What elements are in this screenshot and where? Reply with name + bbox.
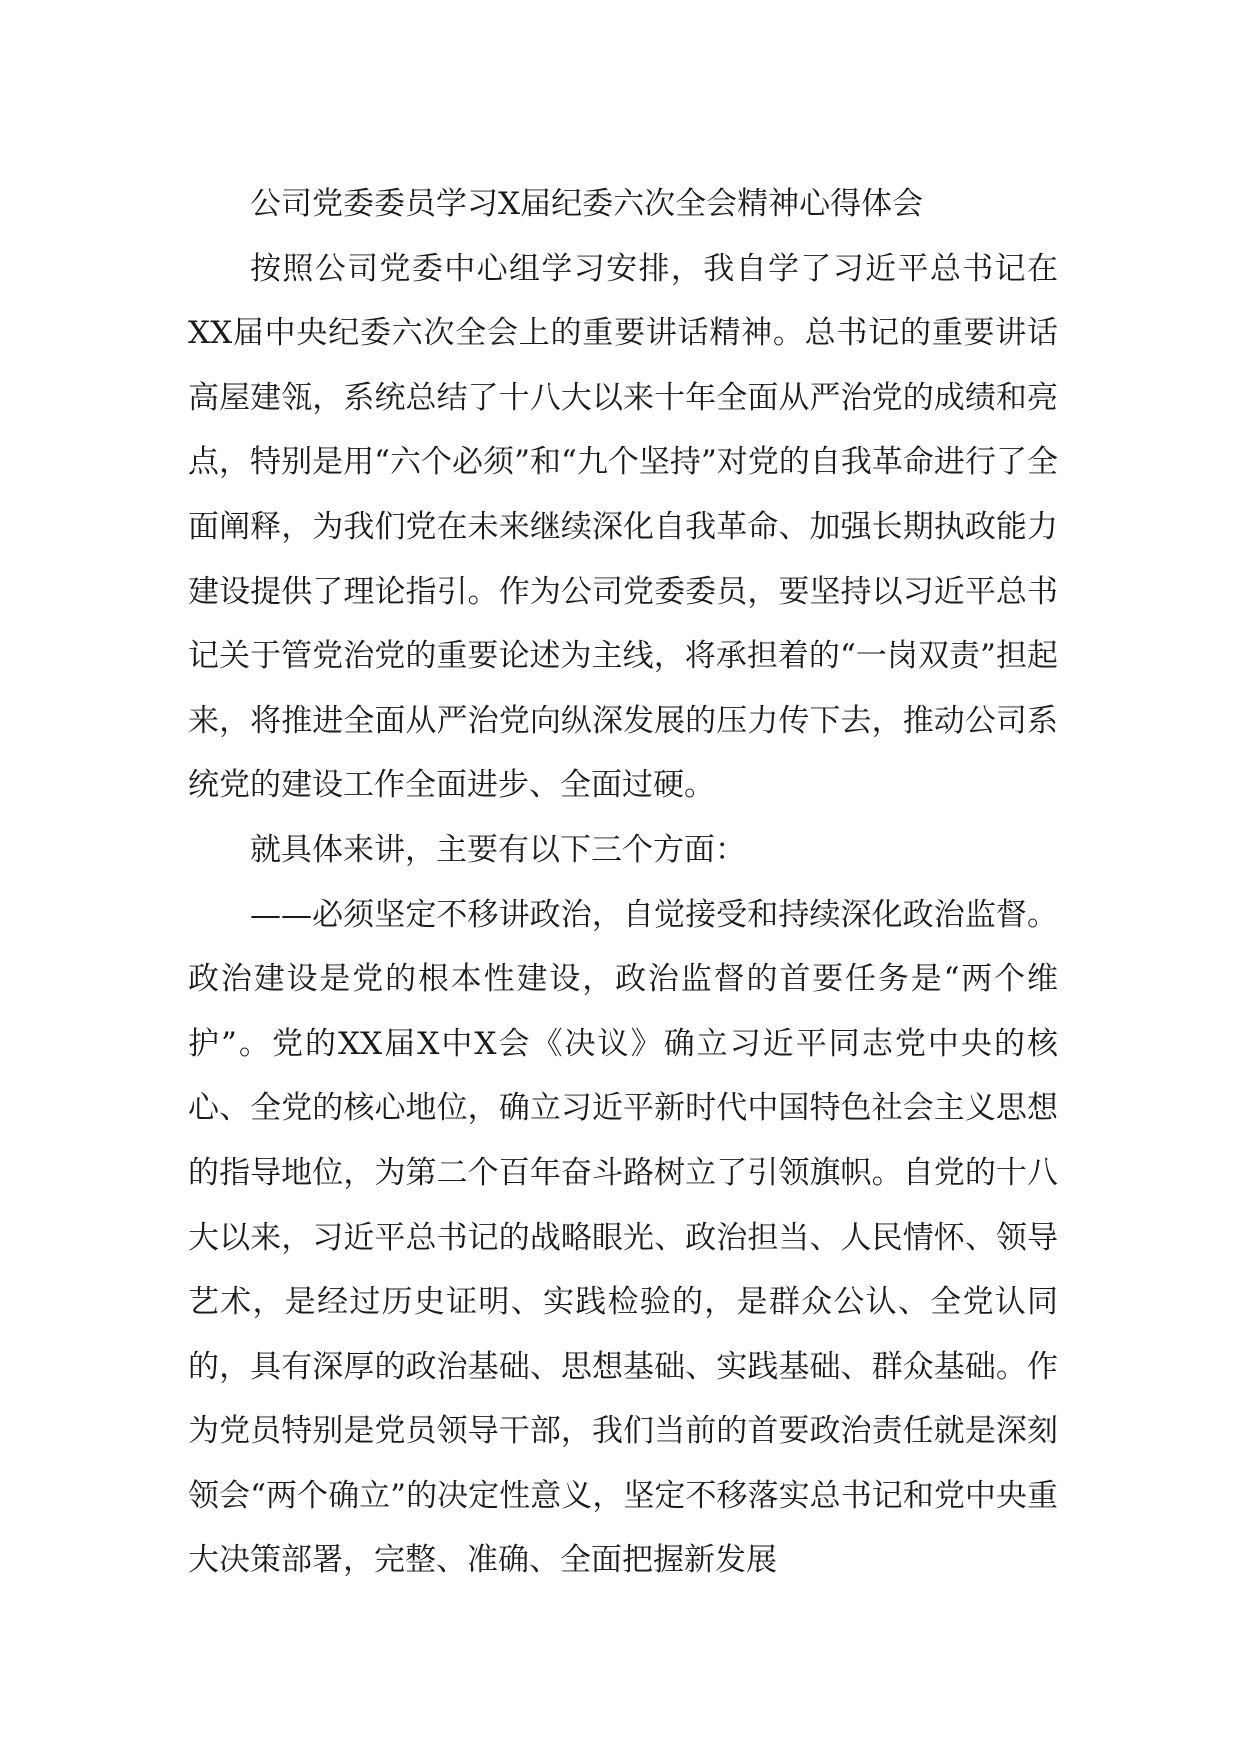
paragraph-intro: 按照公司党委中心组学习安排，我自学了习近平总书记在XX届中央纪委六次全会上的重要讲话精神。总书记的重要讲话高屋建瓴，系统总结了十八大以来十年全面从严治党的成绩和亮点，特别是用“六个必须”和“九个坚持”对党的自我革命进行了全面阐释，为我们党在未来继续深化自我革命、加强长期执政能力建设提供了理论指引。作为公司党委委员，要坚持以习近平总书记关于管党治党的重要论述为主线，将承担着的“一岗双责”担起来，将推进全面从严治党向纵深发展的压力传下去，推动公司系统党的建设工作全面进步、全面过硬。 bbox=[188, 250, 1058, 804]
document-title: 公司党委委员学习X届纪委六次全会精神心得体会 bbox=[250, 186, 924, 222]
paragraph-political-supervision: ——必须坚定不移讲政治，自觉接受和持续深化政治监督。政治建设是党的根本性建设，政治监督的首要任务是“两个维护”。党的XX届X中X会《决议》确立习近平同志党中央的核心、全党的核心地位，确立习近平新时代中国特色社会主义思想的指导地位，为第二个百年奋斗路树立了引领旗帜。自党的十八大以来，习近平总书记的战略眼光、政治担当、人民情怀、领导艺术，是经过历史证明、实践检验的，是群众公认、全党认同的，具有深厚的政治基础、思想基础、实践基础、群众基础。作为党员特别是党员领导干部，我们当前的首要政治责任就是深刻领会“两个确立”的决定性意义，坚定不移落实总书记和党中央重大决策部署，完整、准确、全面把握新发展 bbox=[188, 896, 1058, 1579]
document-body bbox=[188, 172, 1058, 1593]
paragraph-overview: 就具体来讲，主要有以下三个方面： bbox=[250, 831, 746, 868]
